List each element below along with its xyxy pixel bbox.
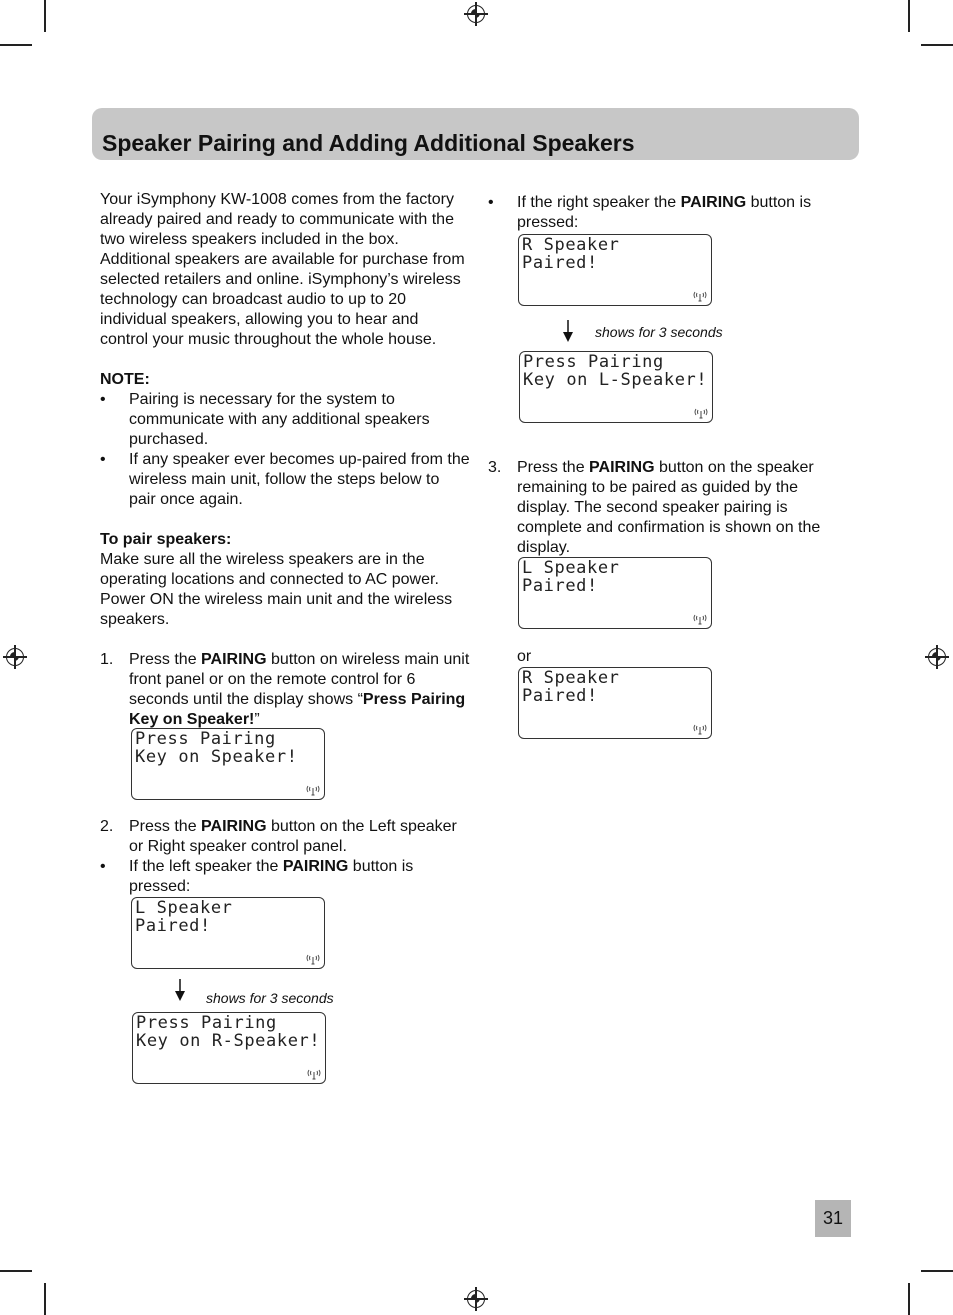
step-text: If the right speaker the: [517, 194, 681, 211]
lcd-line-1: R Speaker: [522, 235, 620, 255]
wireless-signal-icon: [306, 1068, 322, 1080]
note-text: If any speaker ever becomes up-paired from the wireless main unit, follow the steps below to pair once again.: [129, 451, 470, 508]
crop-mark: [0, 1270, 32, 1272]
registration-mark-icon: [467, 5, 485, 23]
section-header: [92, 108, 859, 160]
lcd-line-1: L Speaker: [135, 898, 233, 918]
wireless-signal-icon: [692, 723, 708, 735]
crop-mark: [921, 44, 953, 46]
right-column-step3: [488, 458, 838, 558]
crop-mark: [44, 0, 46, 32]
down-arrow-icon: [174, 979, 186, 1001]
lcd-line-1: Press Pairing: [135, 729, 276, 749]
note-item: [100, 390, 470, 450]
step-text: button is pressed:: [129, 858, 414, 895]
crop-mark: [908, 0, 910, 32]
wireless-signal-icon: [693, 407, 709, 419]
note-item: [100, 450, 470, 510]
note-text: Pairing is necessary for the system to communicate with any additional speakers purchased.: [129, 391, 430, 448]
lcd-display: [131, 897, 325, 969]
note-heading: NOTE:: [100, 371, 150, 388]
bullet: •: [100, 451, 106, 468]
right-speaker-bullet: [488, 193, 838, 233]
lcd-display: [132, 1012, 326, 1084]
crop-mark: [44, 1283, 46, 1315]
lcd-display: [518, 667, 712, 739]
intro-paragraph: Your iSymphony KW-1008 comes from the factory already paired and ready to communicate with the two wireless speakers included in the box. Additional speakers are available for purchase from selected retailers and online. iSymphony’s wireless technology can broadcast audio to up to 20 individual speakers, allowing you to hear and control your music throughout the whole house.: [100, 191, 465, 348]
bullet: •: [100, 858, 106, 875]
page-number: 31: [815, 1200, 851, 1237]
lcd-line-1: L Speaker: [522, 558, 620, 578]
pairing-keyword: PAIRING: [201, 818, 267, 835]
registration-mark-icon: [928, 648, 946, 666]
lcd-line-2: Key on Speaker!: [135, 747, 298, 767]
left-column: [100, 190, 470, 730]
lcd-line-1: Press Pairing: [136, 1013, 277, 1033]
wireless-signal-icon: [692, 613, 708, 625]
step-text: button is pressed:: [517, 194, 812, 231]
page-title: Speaker Pairing and Adding Additional Speakers: [102, 130, 635, 156]
crop-mark: [921, 1270, 953, 1272]
bullet: •: [488, 194, 494, 211]
step-text: button on the speaker remaining to be paired as guided by the display. The second speaker pairing is complete and confirmation is shown on the display.: [517, 459, 821, 556]
pairing-keyword: PAIRING: [201, 651, 267, 668]
lcd-display: [519, 351, 713, 423]
lcd-display: [518, 234, 712, 306]
lcd-line-2: Key on L-Speaker!: [523, 370, 708, 390]
left-column-steps: [100, 817, 470, 897]
step-number: 3.: [488, 459, 502, 476]
pair-text: Make sure all the wireless speakers are in the operating locations and connected to AC power. Power ON the wireless main unit and the wireless speakers.: [100, 551, 453, 628]
step-text: ”: [254, 711, 260, 728]
pairing-keyword: PAIRING: [282, 858, 349, 875]
wireless-signal-icon: [305, 953, 321, 965]
lcd-line-2: Key on R-Speaker!: [136, 1031, 321, 1051]
left-speaker-bullet: [100, 857, 470, 897]
down-arrow-icon: [562, 320, 574, 342]
step-text: Press the: [129, 818, 202, 835]
lcd-display: [518, 557, 712, 629]
step-text: If the left speaker the: [129, 858, 283, 875]
right-column: [488, 193, 838, 233]
lcd-line-2: Paired!: [522, 576, 598, 596]
pairing-keyword: PAIRING: [589, 459, 655, 476]
registration-mark-icon: [6, 648, 24, 666]
bullet: •: [100, 391, 106, 408]
step-text: button on wireless main unit front panel or on the remote control for 6 seconds until the display shows “: [129, 651, 470, 708]
step-text: Press the: [129, 651, 202, 668]
step-text: button on the Left speaker or Right speaker control panel.: [129, 818, 457, 855]
duration-note: shows for 3 seconds: [595, 324, 723, 340]
lcd-line-2: Paired!: [522, 686, 598, 706]
step-1: [100, 650, 470, 730]
lcd-line-2: Paired!: [135, 916, 211, 936]
pairing-keyword: PAIRING: [680, 194, 747, 211]
or-label: or: [517, 648, 532, 665]
crop-mark: [0, 44, 32, 46]
lcd-line-2: Paired!: [522, 253, 598, 273]
step-2: [100, 817, 470, 857]
lcd-line-1: Press Pairing: [523, 352, 664, 372]
step-number: 1.: [100, 651, 114, 668]
step-number: 2.: [100, 818, 114, 835]
registration-mark-icon: [467, 1290, 485, 1308]
display-message: Press Pairing Key on Speaker!: [129, 691, 466, 728]
step-text: Press the: [517, 459, 590, 476]
lcd-display: [131, 728, 325, 800]
wireless-signal-icon: [305, 784, 321, 796]
pair-heading: To pair speakers:: [100, 531, 232, 548]
crop-mark: [908, 1283, 910, 1315]
step-3: [488, 458, 838, 558]
lcd-line-1: R Speaker: [522, 668, 620, 688]
wireless-signal-icon: [692, 290, 708, 302]
duration-note: shows for 3 seconds: [206, 990, 334, 1006]
